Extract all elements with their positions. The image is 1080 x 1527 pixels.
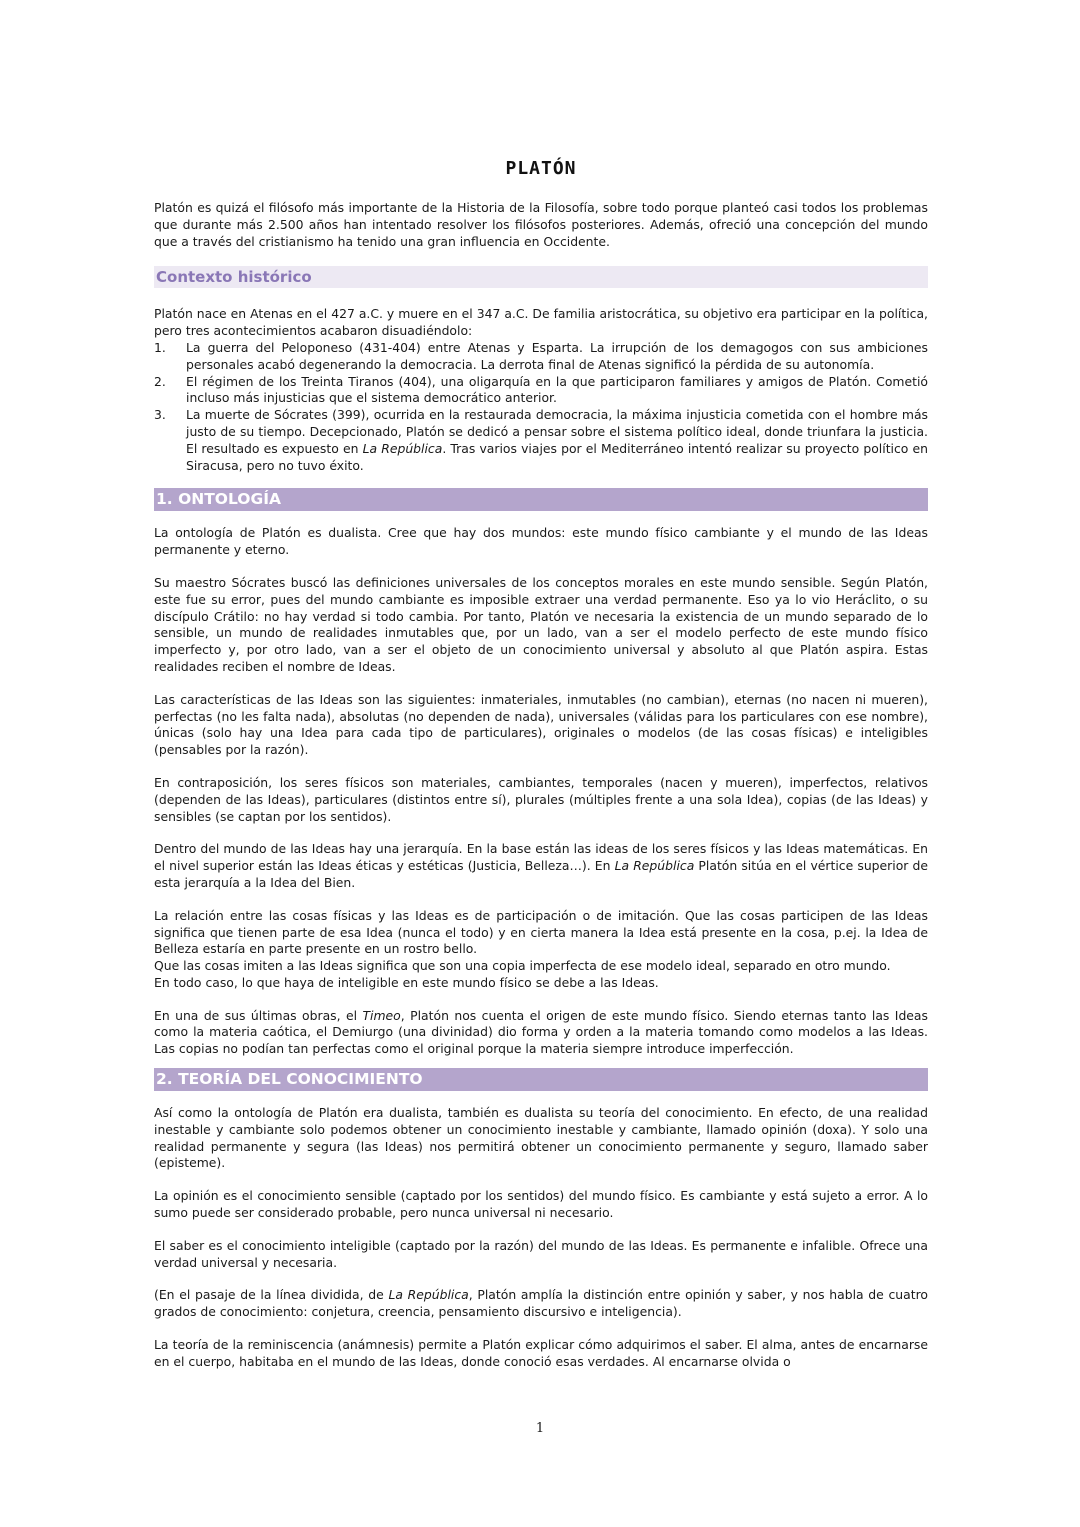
text-part: En una de sus últimas obras, el — [154, 1007, 363, 1023]
intro-paragraph: Platón es quizá el filósofo más importante de la Historia de la Filosofía, sobre todo porque planteó casi todos los problemas que durante más 2.500 años han intentado resolver los filósofos posteriores. Además, ofreció una concepción del mundo que a través del cristianismo ha tenido una gran influencia en Occidente. — [154, 200, 928, 249]
list-text: El régimen de los Treinta Tiranos (404), una oligarquía en la que participaron familiares y amigos de Platón. Cometió incluso más injusticias que el sistema democrático anterior. — [186, 373, 928, 406]
knowledge-heading: 2. TEORÍA DEL CONOCIMIENTO — [154, 1068, 928, 1091]
knowledge-paragraph-5: La teoría de la reminiscencia (anámnesis) permite a Platón explicar cómo adquirimos el saber. El alma, antes de encarnarse en el cuerpo, habitaba en el mundo de las Ideas, donde conoció esas verdades. Al encarnarse olvida o — [154, 1337, 928, 1369]
book-title: La República — [362, 440, 443, 456]
text-part: , Platón amplía la distinción entre opinión y saber, y nos habla de cuatro grados de conocimiento: conjetura, creencia, pensamiento discursivo e inteligencia). — [154, 1287, 928, 1320]
knowledge-paragraph-4 — [154, 1287, 928, 1321]
ontology-paragraph-5 — [154, 841, 928, 891]
text-part: Platón sitúa en el vértice superior de esta jerarquía a la Idea del Bien. — [154, 858, 928, 890]
page-content — [154, 158, 928, 1371]
list-text: La guerra del Peloponeso (431-404) entre Atenas y Esparta. La irrupción de los demagogos con sus ambiciones personales acabó degenerando la democracia. La derrota final de Atenas significó la pérdida de su autonomía. — [186, 339, 928, 372]
text-part: (En el pasaje de la línea dividida, de — [154, 1287, 389, 1303]
ontology-paragraph-1: La ontología de Platón es dualista. Cree que hay dos mundos: este mundo físico cambiante y el mundo de las Ideas permanente y eterno. — [154, 525, 928, 558]
ontology-paragraph-3: Las características de las Ideas son las siguientes: inmateriales, inmutables (no cambian), eternas (no nacen ni mueren), perfectas (no les falta nada), absolutas (no dependen de nada), universales (válidas para los particulares con ese nombre), únicas (solo hay una Idea para cada tipo de particulares), originales o modelos (de las cosas físicas) e inteligibles (pensables por la razón). — [154, 691, 928, 758]
book-title: La República — [614, 858, 695, 874]
ontology-paragraph-2: Su maestro Sócrates buscó las definiciones universales de los conceptos morales en este mundo sensible. Según Platón, este fue su error, pues del mundo cambiante es imposible extraer una verdad permanente. Eso ya lo vio Heráclito, o su discípulo Crátilo: no hay verdad si todo cambia. Por tanto, Platón ve necesaria la existencia de un mundo separado de lo sensible, un mundo de realidades inmutables que, por un lado, van a ser el modelo perfecto de este mundo físico imperfecto y, por otro lado, van a ser el objeto de un conocimiento universal y absoluto al que Platón aspira. Estas realidades reciben el nombre de Ideas. — [154, 574, 928, 674]
knowledge-paragraph-3: El saber es el conocimiento inteligible (captado por la razón) del mundo de las Ideas. Es permanente e infalible. Ofrece una verdad universal y necesaria. — [154, 1237, 928, 1270]
list-item — [154, 374, 928, 408]
book-title: La República — [388, 1287, 469, 1303]
list-item — [154, 407, 928, 474]
book-title: Timeo — [362, 1007, 401, 1023]
list-text-a: La muerte de Sócrates (399), ocurrida en la restaurada democracia, la máxima injusticia cometida con el hombre más justo de su tiempo. Decepcionado, Platón se dedicó a pensar sobre el sistema político ideal, donde triunfara la justicia. El resultado es expuesto en — [186, 407, 928, 456]
knowledge-paragraph-1: Así como la ontología de Platón era dualista, también es dualista su teoría del conocimiento. En efecto, de una realidad inestable y cambiante solo podemos obtener un conocimiento inestable y cambiante, llamado opinión (doxa). Y solo una realidad permanente y segura (las Ideas) nos permitirá obtener un conocimiento permanente y seguro, llamado saber (episteme). — [154, 1105, 928, 1171]
knowledge-paragraph-2: La opinión es el conocimiento sensible (captado por los sentidos) del mundo físico. Es cambiante y está sujeto a error. A lo sumo puede ser considerado probable, pero nunca universal ni necesario. — [154, 1188, 928, 1221]
list-number: 3. — [154, 407, 166, 423]
page-number: 1 — [535, 1421, 545, 1436]
list-text-b: . Tras varios viajes por el Mediterráneo intentó realizar su proyecto político en Siracusa, pero no tuvo éxito. — [186, 440, 929, 473]
list-number: 2. — [154, 373, 166, 389]
ontology-paragraph-8: En todo caso, lo que haya de inteligible en este mundo físico se debe a las Ideas. — [154, 974, 659, 990]
text-part: Dentro del mundo de las Ideas hay una jerarquía. En la base están las ideas de los seres físicos y las Ideas matemáticas. En el nivel superior están las Ideas éticas y estéticas (Justicia, Belleza…). En — [154, 841, 928, 874]
ontology-heading: 1. ONTOLOGÍA — [154, 488, 928, 511]
context-paragraph: Platón nace en Atenas en el 427 a.C. y muere en el 347 a.C. De familia aristocrática, su objetivo era participar en la política, pero tres acontecimientos acabaron disuadiéndolo: — [154, 306, 928, 339]
text-part: , Platón nos cuenta el origen de este mundo físico. Siendo eternas tanto las Ideas como la materia caótica, el Demiurgo (una divinidad) dio forma y orden a la materia tomando como modelos a las Ideas. Las copias no podían tan perfectas como el original porque la materia siempre introduce imperfección. — [154, 1007, 928, 1057]
context-list — [154, 340, 928, 474]
ontology-paragraph-9 — [154, 1008, 928, 1058]
list-number: 1. — [154, 339, 166, 355]
ontology-paragraph-7: Que las cosas imiten a las Ideas significa que son una copia imperfecta de ese modelo ideal, separado en otro mundo. — [154, 958, 891, 974]
ontology-paragraph-4: En contraposición, los seres físicos son materiales, cambiantes, temporales (nacen y mueren), imperfectos, relativos (dependen de las Ideas), particulares (distintos entre sí), plurales (múltiples frente a una sola Idea), copias (de las Ideas) y sensibles (se captan por los sentidos). — [154, 774, 928, 824]
ontology-paragraph-6: La relación entre las cosas físicas y las Ideas es de participación o de imitación. Que las cosas participen de las Ideas significa que tienen parte de esa Idea (nunca el todo) y en cierta manera la Idea está presente en la cosa, p.ej. la Idea de Belleza estaría en parte presente en un rostro bello. — [154, 907, 928, 957]
list-item — [154, 340, 928, 374]
page-title: PLATÓN — [505, 158, 577, 179]
context-heading: Contexto histórico — [154, 266, 928, 288]
